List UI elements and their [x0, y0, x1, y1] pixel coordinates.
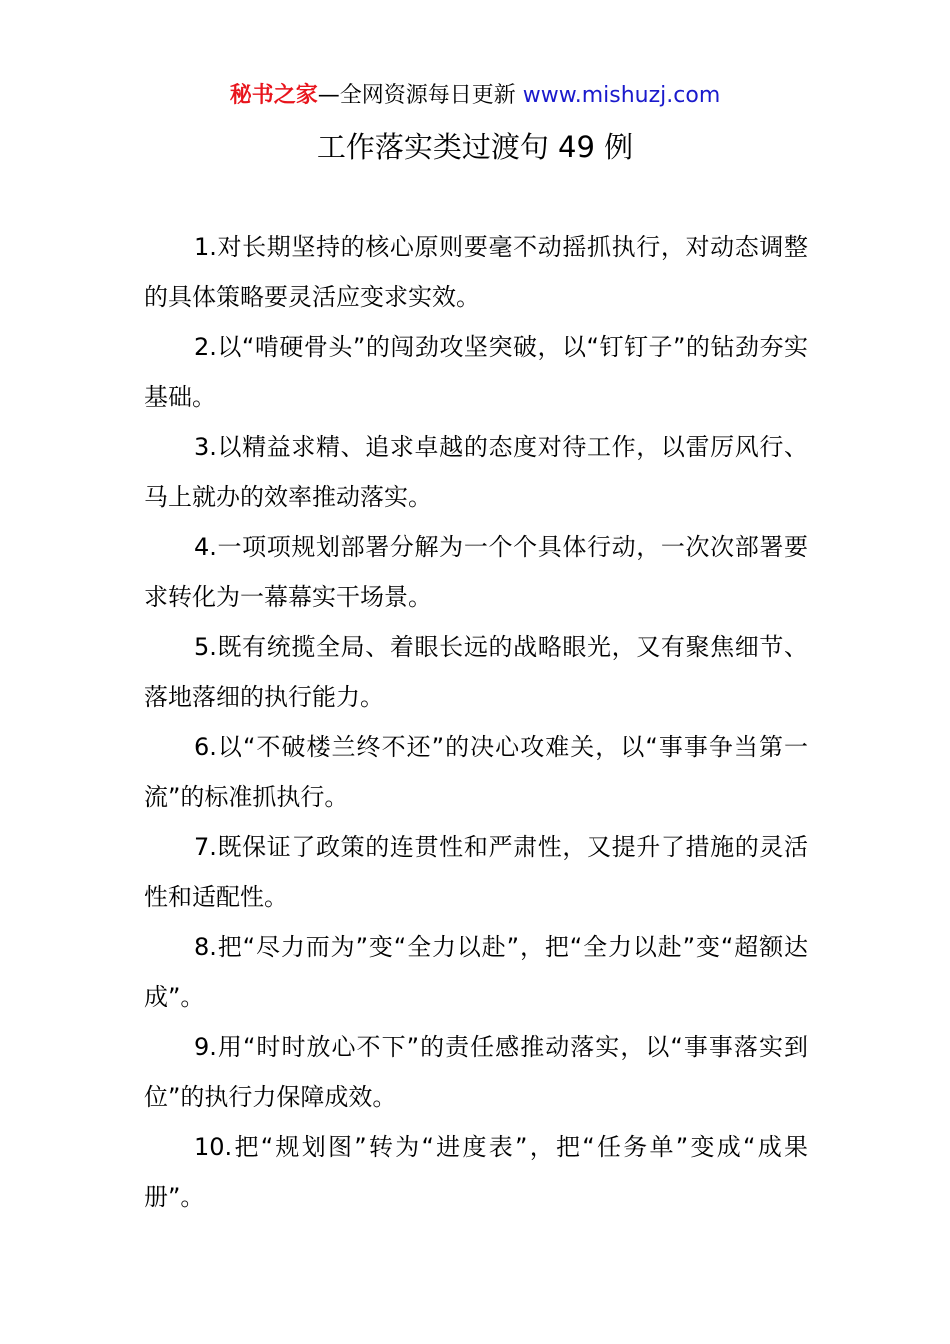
list-item: 4.一项项规划部署分解为一个个具体行动，一次次部署要求转化为一幕幕实干场景。	[144, 533, 808, 611]
list-item: 6.以“不破楼兰终不还”的决心攻难关，以“事事争当第一流”的标准抓执行。	[144, 733, 808, 811]
list-item: 7.既保证了政策的连贯性和严肃性，又提升了措施的灵活性和适配性。	[144, 833, 808, 911]
site-url-link[interactable]: www.mishuzj.com	[522, 83, 721, 108]
list-item: 5.既有统揽全局、着眼长远的战略眼光，又有聚焦细节、落地落细的执行能力。	[144, 633, 808, 711]
document-title: 工作落实类过渡句 49 例	[316, 130, 634, 164]
header-tagline: —全网资源每日更新	[317, 83, 523, 108]
list-item: 8.把“尽力而为”变“全力以赴”，把“全力以赴”变“超额达成”。	[144, 933, 808, 1011]
list-item: 3.以精益求精、追求卓越的态度对待工作，以雷厉风行、马上就办的效率推动落实。	[144, 433, 808, 511]
list-item: 9.用“时时放心不下”的责任感推动落实，以“事事落实到位”的执行力保障成效。	[144, 1033, 808, 1111]
site-header	[0, 80, 950, 112]
sentence-list	[144, 222, 808, 1222]
list-item: 2.以“啃硬骨头”的闯劲攻坚突破，以“钉钉子”的钻劲夯实基础。	[144, 333, 808, 411]
list-item: 10.把“规划图”转为“进度表”，把“任务单”变成“成果册”。	[144, 1133, 808, 1211]
brand-name: 秘书之家	[229, 83, 318, 108]
list-item: 1.对长期坚持的核心原则要毫不动摇抓执行，对动态调整的具体策略要灵活应变求实效。	[144, 233, 808, 311]
